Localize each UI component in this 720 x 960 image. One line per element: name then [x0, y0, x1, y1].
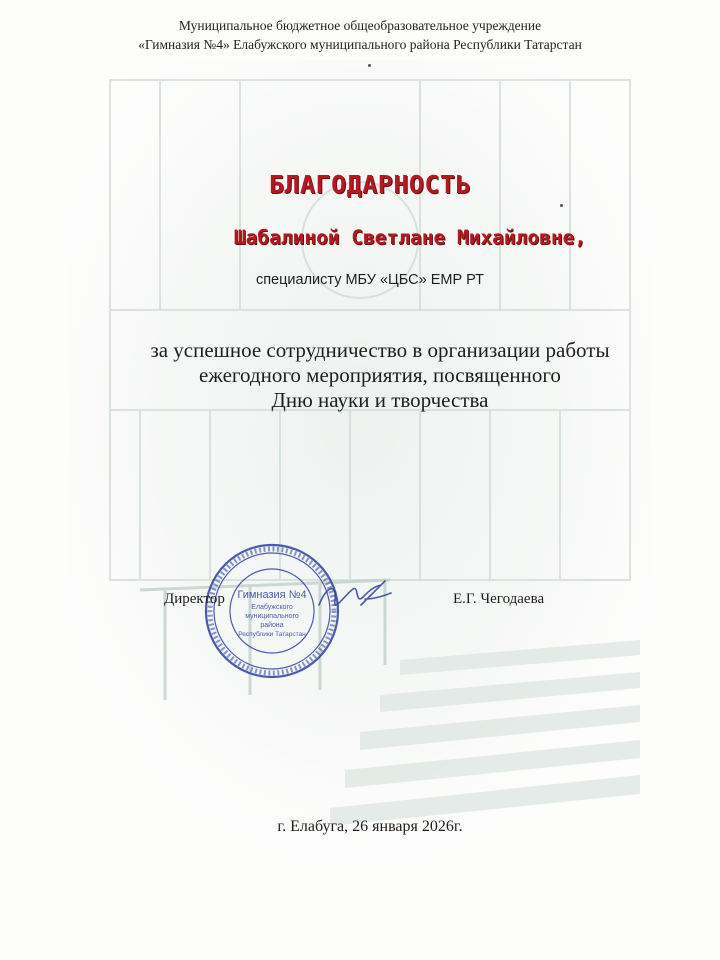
signatory-name: Е.Г. Чегодаева: [453, 591, 545, 607]
certificate-title: БЛАГОДАРНОСТЬ: [268, 170, 472, 199]
signature-role: Директор: [164, 591, 225, 607]
stamp-inner-line: Республики Татарстан: [238, 631, 306, 638]
place-and-date: г. Елабуга, 26 января 2026г.: [277, 818, 463, 835]
stamp-center-text: Гимназия №4: [237, 589, 307, 601]
stamp-inner-line: района: [260, 622, 284, 629]
director-signature: [315, 575, 395, 620]
scan-speck: [560, 204, 563, 207]
header-line-2: «Гимназия №4» Елабужского муниципального района Республики Татарстан: [138, 37, 582, 52]
recipient-name: Шабалиной Светлане Михайловне,: [233, 226, 587, 249]
reason-line: за успешное сотрудничество в организации работы: [150, 338, 610, 362]
header-line-1: Муниципальное бюджетное общеобразовательное учреждение: [178, 18, 542, 33]
scan-speck: [368, 64, 371, 67]
recipient-position: специалисту МБУ «ЦБС» ЕМР РТ: [255, 272, 485, 288]
stamp-inner-line: Елабужского: [251, 604, 293, 611]
institution-header: [60, 16, 660, 54]
stamp-inner-line: муниципального: [245, 613, 299, 620]
reason-line: ежегодного мероприятия, посвященного: [199, 363, 561, 387]
reason-line: Дню науки и творчества: [271, 388, 489, 412]
gratitude-reason: [80, 338, 680, 413]
